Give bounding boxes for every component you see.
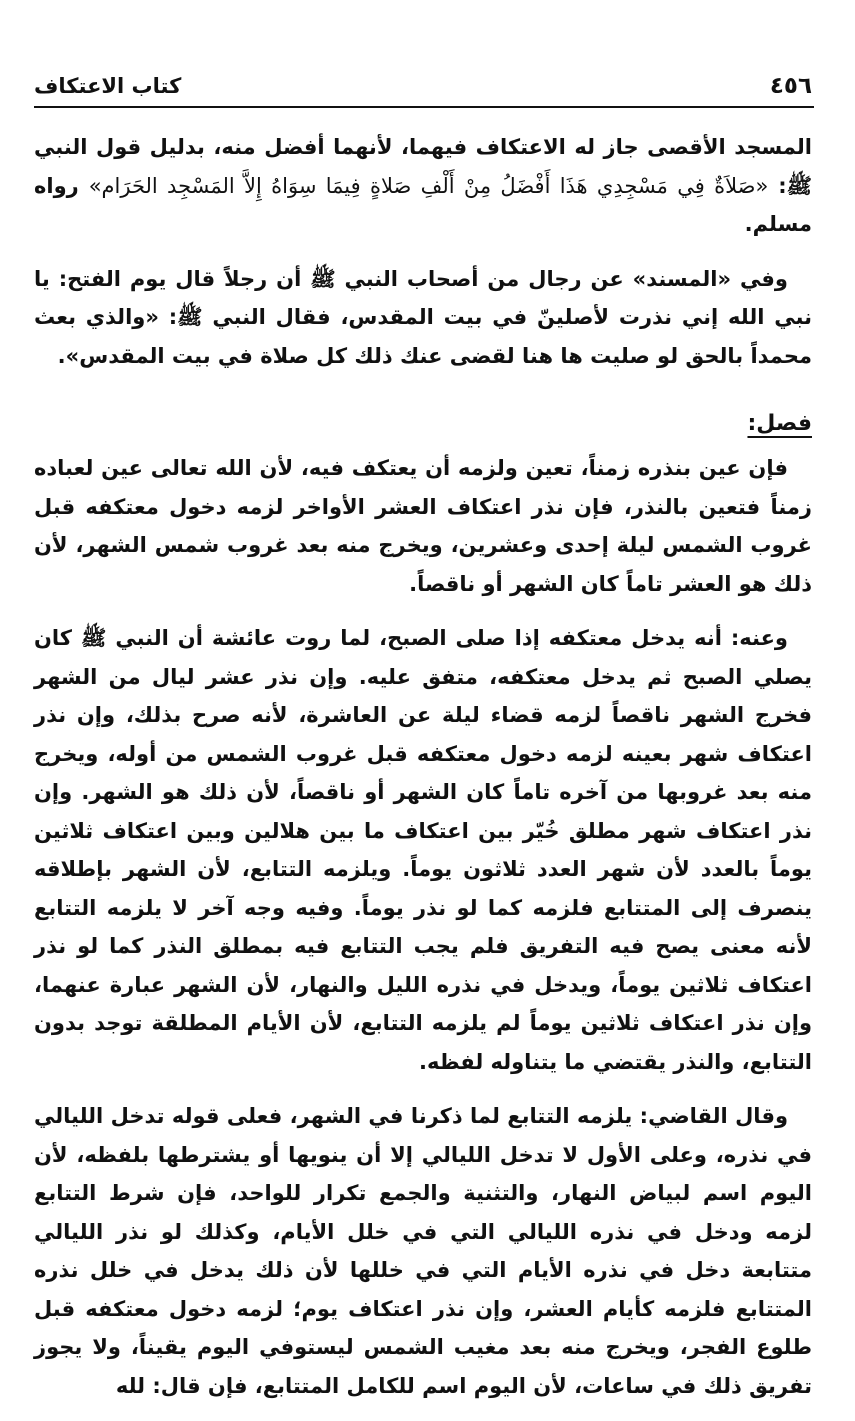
header-rule [34, 106, 814, 108]
page-number: ٤٥٦ [769, 73, 812, 99]
paragraph-1-tail: رواه مسلم. [34, 173, 812, 236]
paragraph-2: وفي «المسند» عن رجال من أصحاب النبي ﷺ أن رجلاً قال يوم الفتح: يا نبي الله إني نذرت لأصلينّ في بيت المقدس، فقال النبي ﷺ: «والذي بعث محمداً بالحق لو صليت ها هنا لقضى عنك ذلك كل صلاة في بيت المقدس». [34, 266, 812, 368]
paragraph-1 [34, 128, 812, 244]
paragraph-3: فإن عين بنذره زمناً، تعين ولزمه أن يعتكف فيه، لأن الله تعالى عين لعباده زمناً فتعين بالنذر، فإن نذر اعتكاف العشر الأواخر لزمه دخول معتكفه قبل غروب الشمس ليلة إحدى وعشرين، ويخرج منه بعد غروب شمس الشهر، لأن ذلك هو العشر تاماً كان الشهر أو ناقصاً. [34, 456, 812, 596]
page-body [34, 128, 812, 1421]
section-heading: فصل: [747, 411, 812, 436]
running-header [34, 66, 812, 100]
book-title: كتاب الاعتكاف [34, 74, 182, 98]
paragraph-4: وعنه: أنه يدخل معتكفه إذا صلى الصبح، لما روت عائشة أن النبي ﷺ كان يصلي الصبح ثم يدخل معتكفه، متفق عليه. وإن نذر عشر ليال من الشهر فخرج الشهر ناقصاً لزمه قضاء ليلة عن العاشرة، لأنه صرح بذلك، وإن نذر اعتكاف شهر بعينه لزمه دخول معتكفه قبل غروب الشمس من أوله، ويخرج منه بعد غروبها من آخره تاماً كان الشهر أو ناقصاً، لأن ذلك هو الشهر. وإن نذر اعتكاف شهر مطلق خُيّر بين اعتكاف ما بين هلالين وبين اعتكاف ثلاثين يوماً بالعدد لأن شهر العدد ثلاثون يوماً. ويلزمه التتابع، لأن الشهر بإطلاقه ينصرف إلى المتتابع فلزمه كما لو نذر يوماً. وفيه وجه آخر لا يلزمه التتابع لأنه معنى يصح فيه التفريق فلم يجب التتابع فيه بمطلق النذر كما لو نذر اعتكاف ثلاثين يوماً، ويدخل في نذره الليل والنهار، لأن الشهر عبارة عنهما، وإن نذر اعتكاف ثلاثين يوماً لم يلزمه التتابع، لأن الأيام المطلقة توجد بدون التتابع، والنذر يقتضي ما يتناوله لفظه. [34, 626, 812, 1074]
paragraph-5: وقال القاضي: يلزمه التتابع لما ذكرنا في الشهر، فعلى قوله تدخل الليالي في نذره، وعلى الأول لا تدخل الليالي إلا أن ينويها أو يشترطها بلفظه، لأن اليوم اسم لبياض النهار، والتثنية والجمع تكرار للواحد، فإن شرط التتابع لزمه ودخل في نذره الليالي التي في خلل الأيام، وكذلك لو نذر الليالي متتابعة دخل في نذره الأيام التي في خللها لأن ذلك يدخل في خلل نذره المتتابع فلزمه كأيام العشر، وإن نذر اعتكاف يوم؛ لزمه دخول معتكفه قبل طلوع الفجر، ويخرج منه بعد مغيب الشمس ليستوفي اليوم يقيناً، ولا يجوز تفريق ذلك في ساعات، لأن اليوم اسم للكامل المتتابع، فإن قال: لله [34, 1104, 812, 1398]
hadith-quote: «صَلاَةٌ فِي مَسْجِدِي هَذَا أَفْضَلُ مِنْ أَلْفِ صَلاةٍ فِيمَا سِوَاهُ إِلاَّ المَسْجِد الحَرَام» [88, 173, 769, 198]
paragraph-1-lead: المسجد الأقصى جاز له الاعتكاف فيهما، لأنهما أفضل منه، بدليل قول النبي ﷺ: [34, 135, 812, 198]
